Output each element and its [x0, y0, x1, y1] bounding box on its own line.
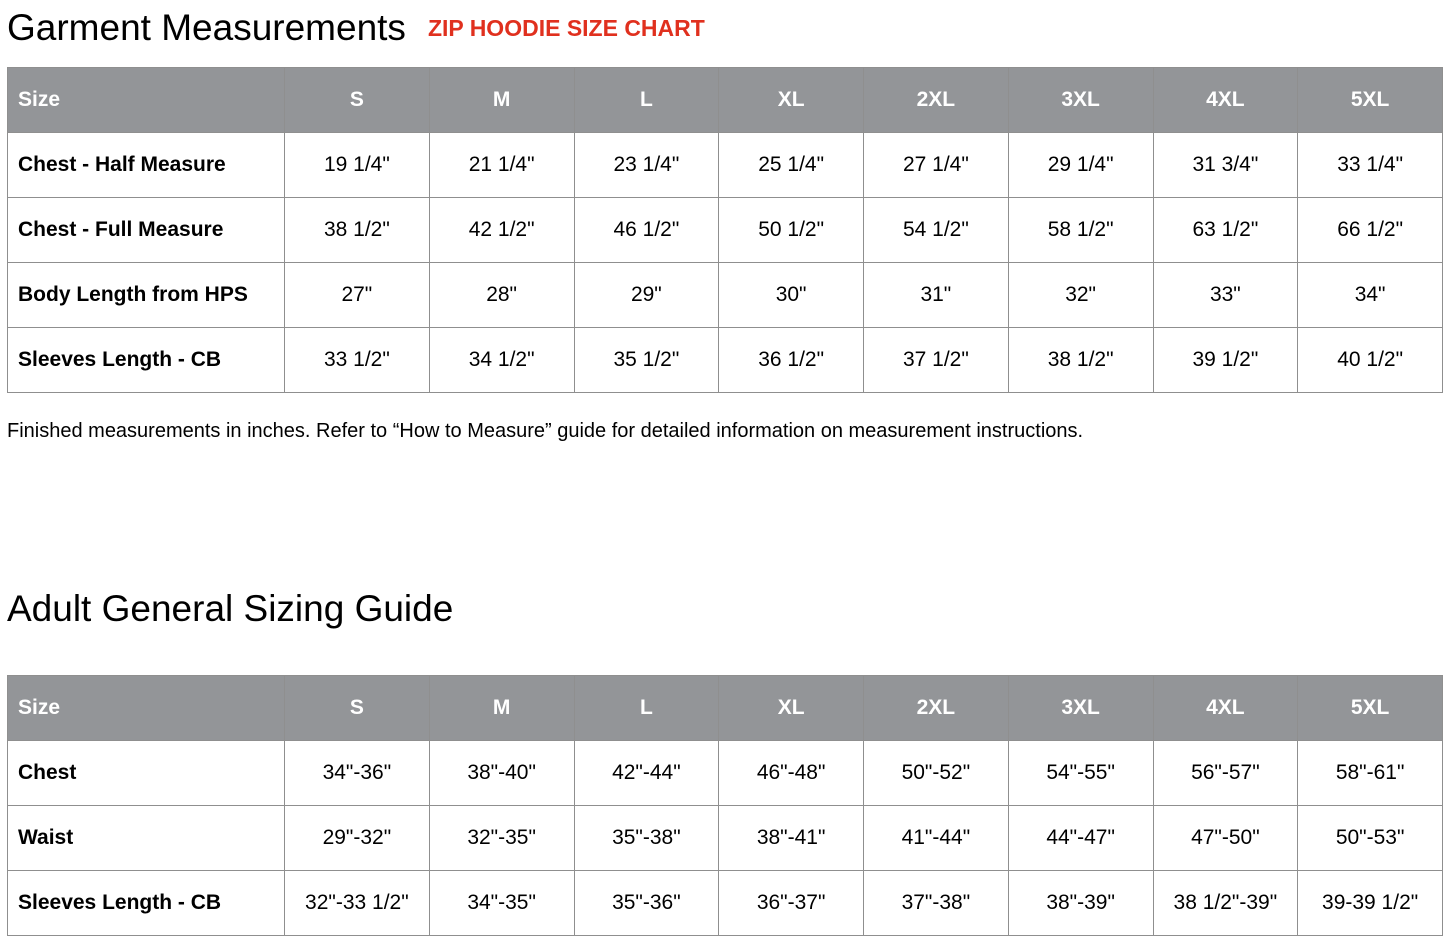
size-header-cell: L	[574, 68, 719, 133]
measurement-cell: 50"-52"	[864, 741, 1009, 806]
measurement-cell: 31 3/4"	[1153, 133, 1298, 198]
measurement-cell: 27"	[285, 263, 430, 328]
table-row	[8, 871, 1443, 936]
measurement-cell: 46 1/2"	[574, 198, 719, 263]
measurement-cell: 35"-38"	[574, 806, 719, 871]
garment-measurements-title	[7, 9, 705, 46]
measurement-cell: 35"-36"	[574, 871, 719, 936]
measurement-cell: 36"-37"	[719, 871, 864, 936]
header-row	[8, 676, 1443, 741]
size-header-cell: M	[429, 68, 574, 133]
row-label: Chest - Half Measure	[8, 133, 285, 198]
measurement-cell: 32"-33 1/2"	[285, 871, 430, 936]
measurement-cell: 29"	[574, 263, 719, 328]
measurement-cell: 38"-39"	[1008, 871, 1153, 936]
measurement-cell: 21 1/4"	[429, 133, 574, 198]
measurement-cell: 44"-47"	[1008, 806, 1153, 871]
measurement-cell: 35 1/2"	[574, 328, 719, 393]
size-header-cell: 5XL	[1298, 676, 1443, 741]
measurement-cell: 33 1/2"	[285, 328, 430, 393]
size-header-cell: 4XL	[1153, 676, 1298, 741]
size-header-label: Size	[8, 68, 285, 133]
measurement-cell: 39-39 1/2"	[1298, 871, 1443, 936]
table-header	[8, 676, 1443, 741]
table-row	[8, 806, 1443, 871]
size-header-cell: 2XL	[864, 676, 1009, 741]
size-header-cell: XL	[719, 68, 864, 133]
measurement-cell: 56"-57"	[1153, 741, 1298, 806]
measurement-cell: 32"	[1008, 263, 1153, 328]
measurement-cell: 32"-35"	[429, 806, 574, 871]
size-header-cell: S	[285, 676, 430, 741]
measurement-cell: 41"-44"	[864, 806, 1009, 871]
measurement-cell: 38"-41"	[719, 806, 864, 871]
measurement-cell: 36 1/2"	[719, 328, 864, 393]
measurement-cell: 33 1/4"	[1298, 133, 1443, 198]
measurement-cell: 29 1/4"	[1008, 133, 1153, 198]
table-row	[8, 198, 1443, 263]
row-label: Sleeves Length - CB	[8, 328, 285, 393]
measurement-cell: 46"-48"	[719, 741, 864, 806]
measurement-cell: 27 1/4"	[864, 133, 1009, 198]
measurement-cell: 54 1/2"	[864, 198, 1009, 263]
header-row	[8, 68, 1443, 133]
row-label: Waist	[8, 806, 285, 871]
measurement-cell: 66 1/2"	[1298, 198, 1443, 263]
adult-sizing-table	[7, 675, 1443, 936]
size-header-cell: 4XL	[1153, 68, 1298, 133]
size-header-cell: XL	[719, 676, 864, 741]
measurement-cell: 50"-53"	[1298, 806, 1443, 871]
garment-measurements-table	[7, 67, 1443, 393]
row-label: Chest - Full Measure	[8, 198, 285, 263]
row-label: Chest	[8, 741, 285, 806]
measurement-cell: 25 1/4"	[719, 133, 864, 198]
row-label: Sleeves Length - CB	[8, 871, 285, 936]
table-row	[8, 328, 1443, 393]
table-header	[8, 68, 1443, 133]
table-body	[8, 741, 1443, 936]
measurement-cell: 31"	[864, 263, 1009, 328]
measurement-cell: 33"	[1153, 263, 1298, 328]
row-label: Body Length from HPS	[8, 263, 285, 328]
measurement-cell: 28"	[429, 263, 574, 328]
size-header-cell: 2XL	[864, 68, 1009, 133]
measurement-note: Finished measurements in inches. Refer to “How to Measure” guide for detailed information on measurement instructions.	[7, 420, 1084, 442]
size-header-cell: M	[429, 676, 574, 741]
measurement-cell: 34"	[1298, 263, 1443, 328]
measurement-cell: 54"-55"	[1008, 741, 1153, 806]
measurement-cell: 37 1/2"	[864, 328, 1009, 393]
measurement-cell: 38 1/2"	[1008, 328, 1153, 393]
measurement-cell: 38"-40"	[429, 741, 574, 806]
measurement-cell: 34"-35"	[429, 871, 574, 936]
size-header-cell: 3XL	[1008, 676, 1153, 741]
measurement-cell: 42 1/2"	[429, 198, 574, 263]
garment-title-text: Garment Measurements	[7, 7, 406, 48]
measurement-cell: 23 1/4"	[574, 133, 719, 198]
measurement-cell: 58 1/2"	[1008, 198, 1153, 263]
measurement-cell: 34"-36"	[285, 741, 430, 806]
table-body	[8, 133, 1443, 393]
size-header-cell: 3XL	[1008, 68, 1153, 133]
table-row	[8, 741, 1443, 806]
measurement-cell: 34 1/2"	[429, 328, 574, 393]
measurement-cell: 29"-32"	[285, 806, 430, 871]
measurement-cell: 39 1/2"	[1153, 328, 1298, 393]
measurement-cell: 19 1/4"	[285, 133, 430, 198]
size-header-cell: L	[574, 676, 719, 741]
measurement-cell: 38 1/2"	[285, 198, 430, 263]
measurement-cell: 42"-44"	[574, 741, 719, 806]
size-header-cell: 5XL	[1298, 68, 1443, 133]
adult-sizing-guide-title: Adult General Sizing Guide	[7, 588, 454, 629]
measurement-cell: 40 1/2"	[1298, 328, 1443, 393]
measurement-cell: 38 1/2"-39"	[1153, 871, 1298, 936]
size-header-label: Size	[8, 676, 285, 741]
table-row	[8, 263, 1443, 328]
measurement-cell: 37"-38"	[864, 871, 1009, 936]
table-row	[8, 133, 1443, 198]
zip-hoodie-subtitle: ZIP HOODIE SIZE CHART	[427, 15, 705, 41]
measurement-cell: 47"-50"	[1153, 806, 1298, 871]
measurement-cell: 30"	[719, 263, 864, 328]
measurement-cell: 50 1/2"	[719, 198, 864, 263]
size-header-cell: S	[285, 68, 430, 133]
measurement-cell: 63 1/2"	[1153, 198, 1298, 263]
measurement-cell: 58"-61"	[1298, 741, 1443, 806]
